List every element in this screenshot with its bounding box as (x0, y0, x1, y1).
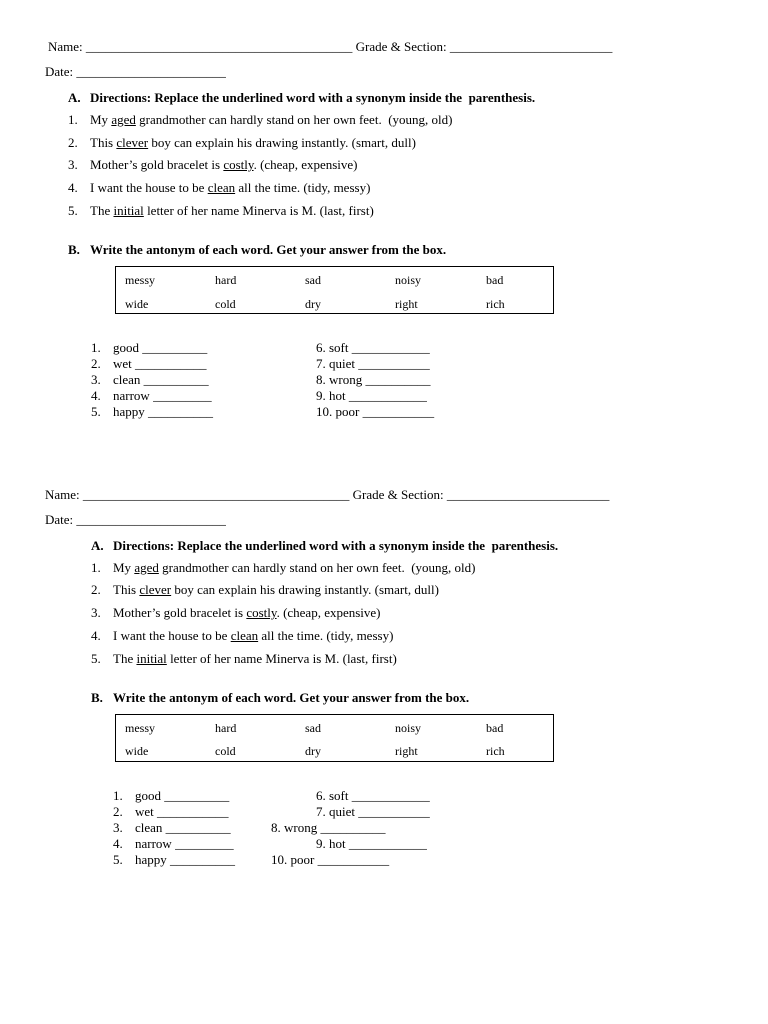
name-grade-line: Name: _________________________________________ Grade & Section: _________________________ (48, 39, 613, 54)
antonym-item: 8. wrong __________ (271, 820, 386, 835)
box-word: right (395, 297, 418, 311)
box-word: wide (125, 744, 149, 758)
antonym-item: wet ___________ (113, 356, 207, 371)
item-number: 3. (113, 820, 123, 835)
box-word: messy (125, 721, 155, 735)
section-a-heading: Directions: Replace the underlined word with a synonym inside the parenthesis. (113, 538, 559, 553)
box-word: hard (215, 273, 237, 287)
antonym-item: happy __________ (113, 404, 214, 419)
item-number: 3. (91, 372, 101, 387)
underlined-word: initial (113, 203, 144, 218)
box-word: bad (486, 273, 504, 287)
antonym-item: clean __________ (135, 820, 231, 835)
item-number: 2. (113, 804, 123, 819)
item-sentence: Mother’s gold bracelet is costly. (cheap, expensive) (113, 605, 381, 620)
antonym-item: 9. hot ____________ (316, 388, 427, 403)
underlined-word: aged (134, 560, 159, 575)
box-word: rich (486, 297, 505, 311)
antonym-item: wet ___________ (135, 804, 229, 819)
word-box (115, 266, 554, 314)
item-sentence: I want the house to be clean all the time. (tidy, messy) (90, 180, 371, 195)
section-b-heading: Write the antonym of each word. Get your answer from the box. (113, 690, 470, 705)
item-number: 1. (91, 560, 101, 575)
antonym-item: 9. hot ____________ (316, 836, 427, 851)
box-word: sad (305, 721, 321, 735)
section-a-heading: Directions: Replace the underlined word with a synonym inside the parenthesis. (90, 90, 536, 105)
item-number: 4. (113, 836, 123, 851)
box-word: rich (486, 744, 505, 758)
item-sentence: This clever boy can explain his drawing instantly. (smart, dull) (90, 135, 416, 150)
box-word: right (395, 744, 418, 758)
antonym-item: 7. quiet ___________ (316, 804, 430, 819)
item-number: 4. (91, 388, 101, 403)
name-grade-line: Name: _________________________________________ Grade & Section: _________________________ (45, 487, 610, 502)
box-word: dry (305, 297, 321, 311)
section-a-letter: A. (91, 538, 104, 553)
item-number: 3. (91, 605, 101, 620)
box-word: noisy (395, 721, 422, 735)
item-number: 1. (68, 112, 78, 127)
item-sentence: This clever boy can explain his drawing instantly. (smart, dull) (113, 582, 439, 597)
item-number: 1. (113, 788, 123, 803)
antonym-item: good __________ (135, 788, 230, 803)
antonym-item: 8. wrong __________ (316, 372, 431, 387)
item-number: 5. (91, 651, 101, 666)
antonym-item: 7. quiet ___________ (316, 356, 430, 371)
item-number: 4. (91, 628, 101, 643)
item-sentence: I want the house to be clean all the time. (tidy, messy) (113, 628, 394, 643)
item-number: 5. (68, 203, 78, 218)
item-sentence: The initial letter of her name Minerva is M. (last, first) (90, 203, 374, 218)
item-number: 3. (68, 157, 78, 172)
item-number: 2. (91, 582, 101, 597)
box-word: bad (486, 721, 504, 735)
item-sentence: My aged grandmother can hardly stand on her own feet. (young, old) (90, 112, 453, 127)
item-number: 4. (68, 180, 78, 195)
underlined-word: clean (230, 628, 259, 643)
box-word: dry (305, 744, 321, 758)
underlined-word: aged (111, 112, 136, 127)
item-number: 2. (68, 135, 78, 150)
box-word: messy (125, 273, 155, 287)
section-b-heading: Write the antonym of each word. Get your answer from the box. (90, 242, 447, 257)
underlined-word: initial (136, 651, 167, 666)
item-number: 2. (91, 356, 101, 371)
item-number: 1. (91, 340, 101, 355)
underlined-word: costly (223, 157, 254, 172)
antonym-item: 6. soft ____________ (316, 340, 430, 355)
item-sentence: The initial letter of her name Minerva is M. (last, first) (113, 651, 397, 666)
box-word: hard (215, 721, 237, 735)
box-word: noisy (395, 273, 422, 287)
antonym-item: narrow _________ (135, 836, 234, 851)
box-word: cold (215, 744, 236, 758)
antonym-item: narrow _________ (113, 388, 212, 403)
box-word: sad (305, 273, 321, 287)
item-number: 5. (91, 404, 101, 419)
date-line: Date: _______________________ (45, 512, 226, 527)
section-b-letter: B. (68, 242, 80, 257)
underlined-word: clean (207, 180, 236, 195)
date-line: Date: _______________________ (45, 64, 226, 79)
item-sentence: My aged grandmother can hardly stand on her own feet. (young, old) (113, 560, 476, 575)
word-box (115, 714, 554, 762)
antonym-item: clean __________ (113, 372, 209, 387)
item-sentence: Mother’s gold bracelet is costly. (cheap, expensive) (90, 157, 358, 172)
antonym-item: 10. poor ___________ (316, 404, 435, 419)
antonym-item: happy __________ (135, 852, 236, 867)
antonym-item: 6. soft ____________ (316, 788, 430, 803)
box-word: wide (125, 297, 149, 311)
underlined-word: clever (139, 582, 172, 597)
box-word: cold (215, 297, 236, 311)
section-a-letter: A. (68, 90, 81, 105)
section-b-letter: B. (91, 690, 103, 705)
antonym-item: 10. poor ___________ (271, 852, 390, 867)
item-number: 5. (113, 852, 123, 867)
antonym-item: good __________ (113, 340, 208, 355)
underlined-word: clever (116, 135, 149, 150)
underlined-word: costly (246, 605, 277, 620)
